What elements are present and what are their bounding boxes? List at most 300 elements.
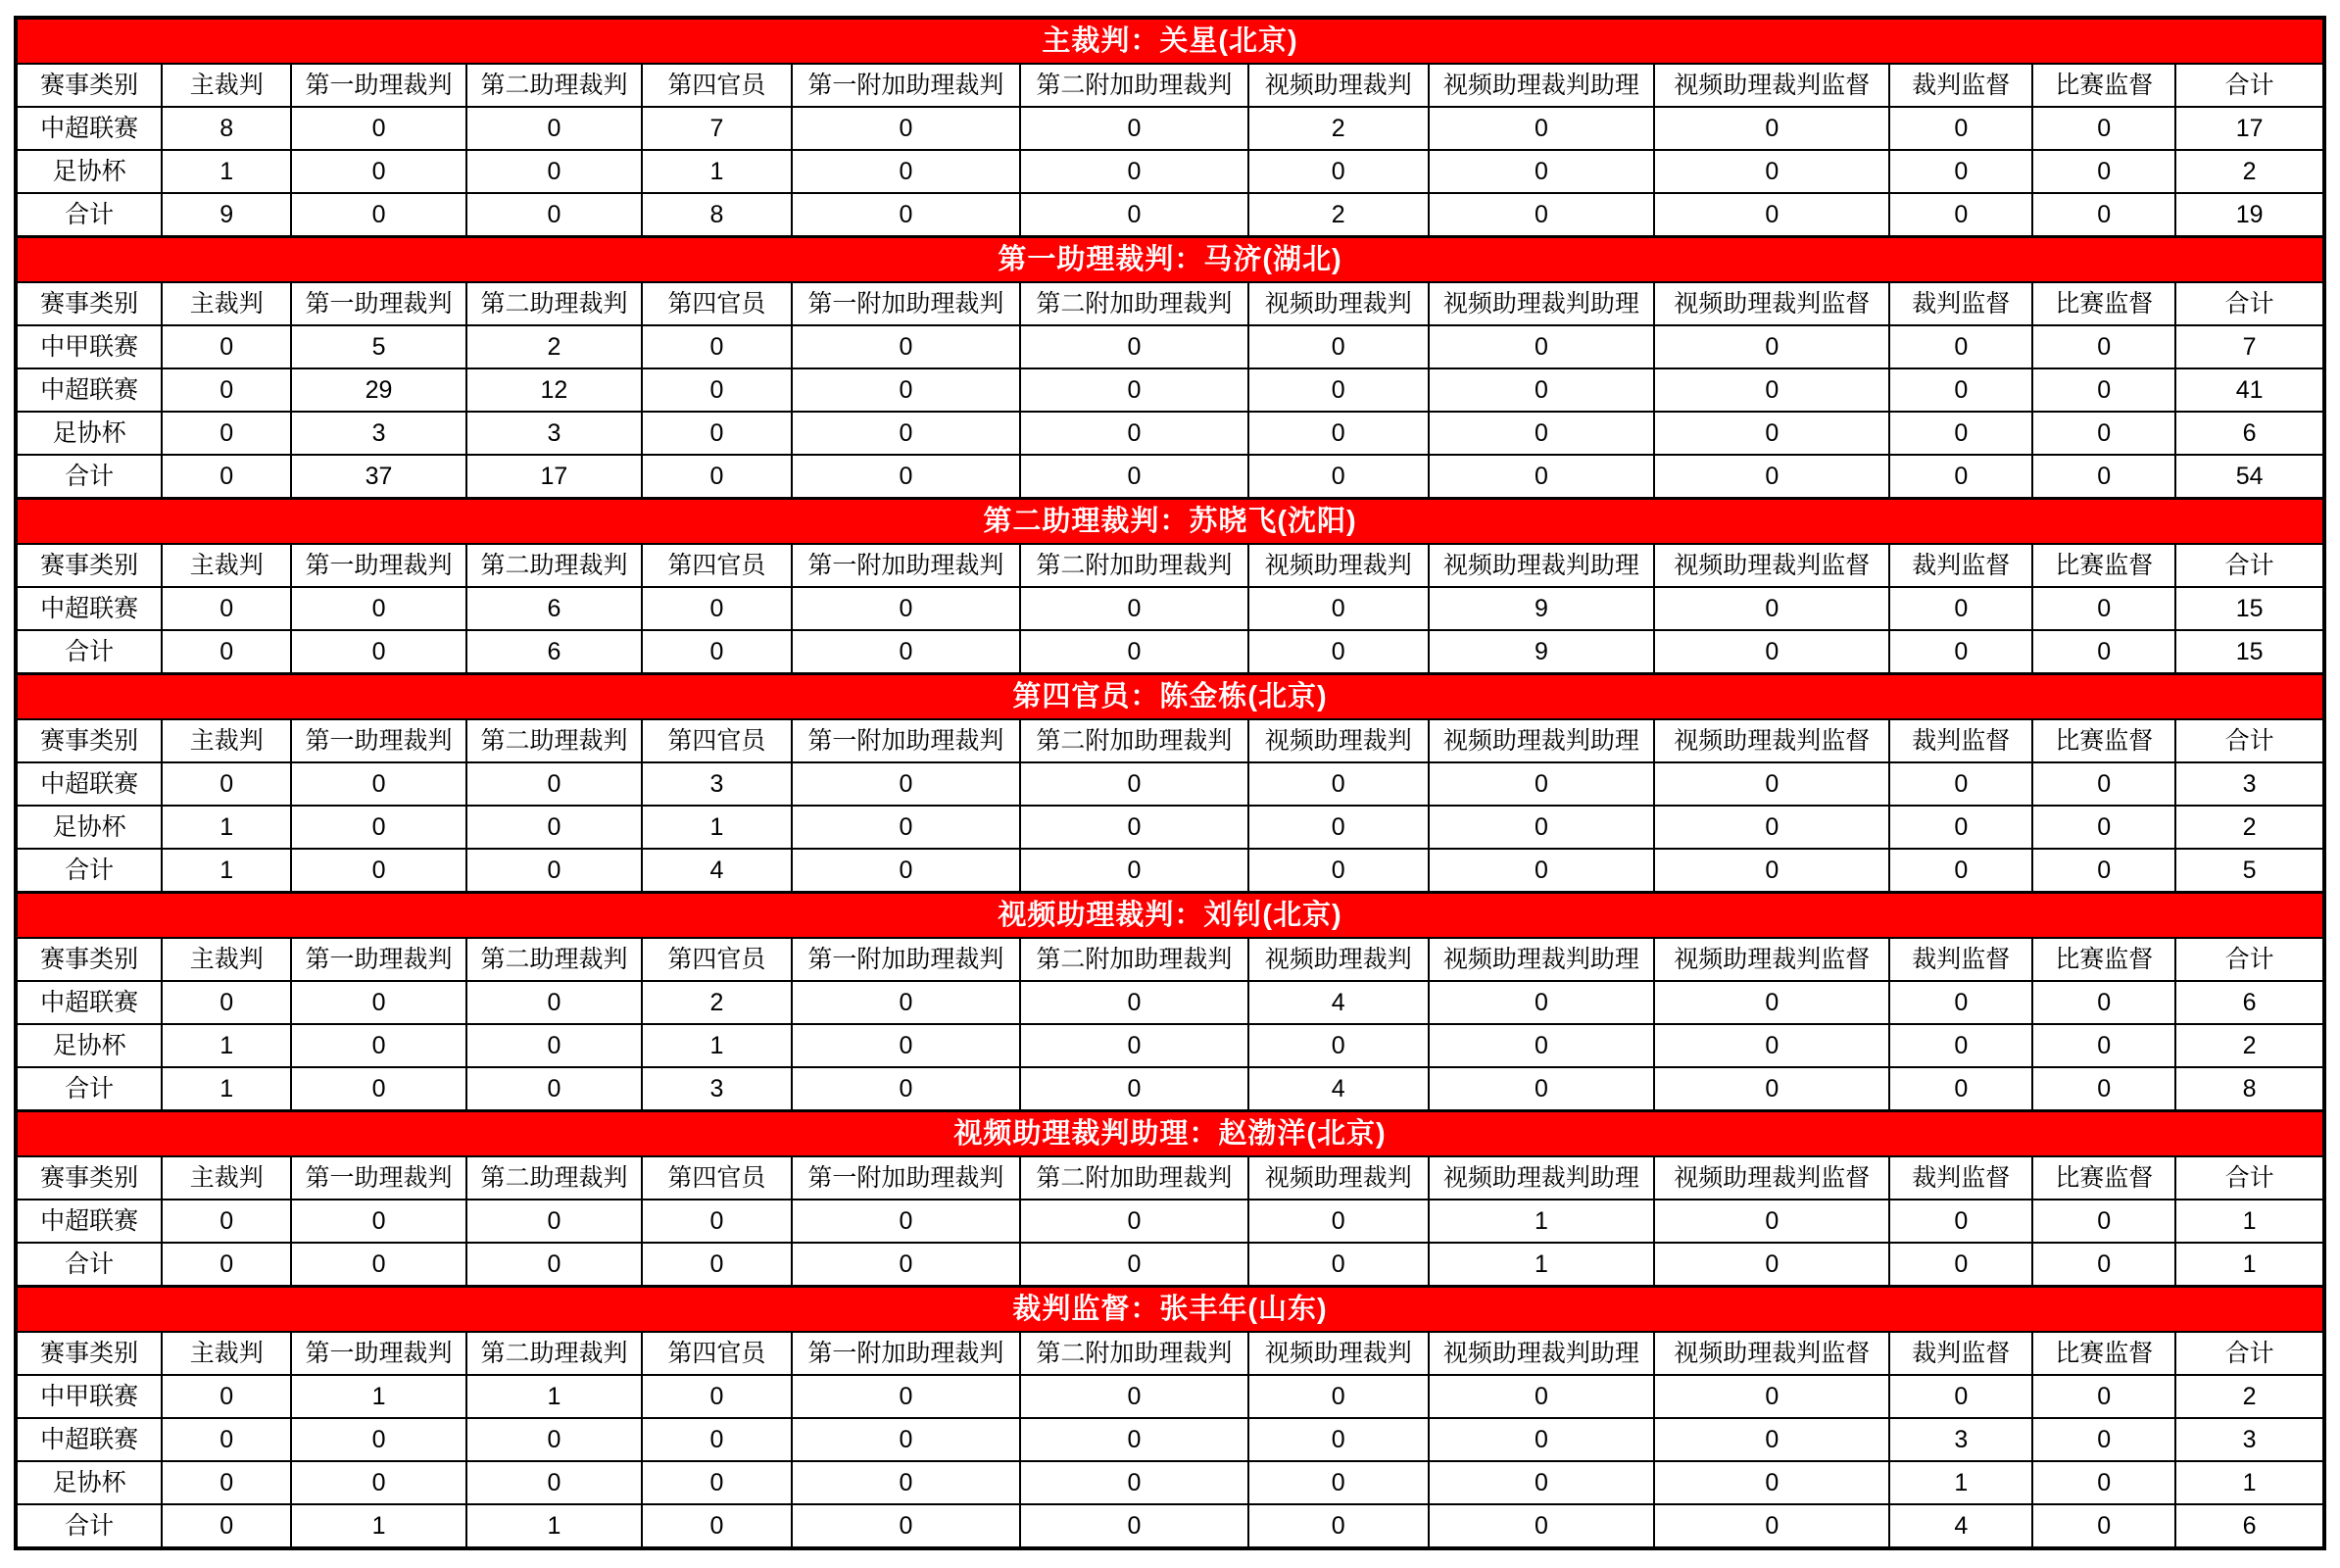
column-header-cell: 第四官员 bbox=[642, 544, 792, 587]
value-cell: 0 bbox=[642, 325, 792, 368]
value-cell: 0 bbox=[1020, 587, 1248, 630]
value-cell: 0 bbox=[1248, 1461, 1429, 1504]
data-row bbox=[17, 1200, 2323, 1243]
value-cell: 0 bbox=[162, 1200, 291, 1243]
value-cell: 4 bbox=[1248, 981, 1429, 1024]
column-header-cell: 视频助理裁判监督 bbox=[1654, 1332, 1889, 1375]
value-cell: 0 bbox=[642, 1418, 792, 1461]
value-cell: 0 bbox=[2032, 587, 2175, 630]
row-label-cell: 足协杯 bbox=[17, 1461, 162, 1504]
row-label-cell: 合计 bbox=[17, 630, 162, 673]
value-cell: 1 bbox=[2175, 1200, 2323, 1243]
value-cell: 0 bbox=[1889, 150, 2032, 193]
value-cell: 0 bbox=[291, 806, 466, 849]
value-cell: 0 bbox=[1889, 1067, 2032, 1110]
column-header-cell: 第二助理裁判 bbox=[466, 938, 642, 981]
value-cell: 0 bbox=[1889, 1375, 2032, 1418]
value-cell: 0 bbox=[1654, 107, 1889, 150]
value-cell: 0 bbox=[1654, 455, 1889, 498]
column-header-cell: 视频助理裁判助理 bbox=[1429, 938, 1655, 981]
value-cell: 0 bbox=[792, 1024, 1020, 1067]
column-header-cell: 第四官员 bbox=[642, 282, 792, 325]
column-header-cell: 第一附加助理裁判 bbox=[792, 282, 1020, 325]
value-cell: 0 bbox=[1889, 368, 2032, 412]
value-cell: 0 bbox=[1248, 1024, 1429, 1067]
value-cell: 17 bbox=[2175, 107, 2323, 150]
value-cell: 6 bbox=[466, 587, 642, 630]
value-cell: 0 bbox=[162, 762, 291, 806]
value-cell: 1 bbox=[466, 1375, 642, 1418]
data-row bbox=[17, 1461, 2323, 1504]
value-cell: 0 bbox=[1020, 1243, 1248, 1286]
section-table bbox=[16, 236, 2324, 499]
value-cell: 8 bbox=[2175, 1067, 2323, 1110]
value-cell: 2 bbox=[2175, 1375, 2323, 1418]
column-header-cell: 视频助理裁判 bbox=[1248, 544, 1429, 587]
column-header-cell: 第二助理裁判 bbox=[466, 544, 642, 587]
value-cell: 19 bbox=[2175, 193, 2323, 236]
value-cell: 7 bbox=[642, 107, 792, 150]
value-cell: 0 bbox=[162, 587, 291, 630]
row-label-cell: 合计 bbox=[17, 193, 162, 236]
value-cell: 0 bbox=[1020, 1375, 1248, 1418]
column-header-cell: 第二助理裁判 bbox=[466, 719, 642, 762]
value-cell: 0 bbox=[466, 150, 642, 193]
column-header-cell: 比赛监督 bbox=[2032, 938, 2175, 981]
column-header-cell: 裁判监督 bbox=[1889, 719, 2032, 762]
value-cell: 2 bbox=[2175, 806, 2323, 849]
value-cell: 0 bbox=[792, 325, 1020, 368]
row-label-cell: 合计 bbox=[17, 455, 162, 498]
value-cell: 0 bbox=[2032, 806, 2175, 849]
value-cell: 0 bbox=[1429, 981, 1655, 1024]
value-cell: 0 bbox=[1020, 325, 1248, 368]
value-cell: 1 bbox=[162, 849, 291, 892]
section-table bbox=[16, 1286, 2324, 1548]
value-cell: 0 bbox=[792, 1504, 1020, 1547]
value-cell: 0 bbox=[291, 1243, 466, 1286]
value-cell: 4 bbox=[642, 849, 792, 892]
value-cell: 0 bbox=[1020, 150, 1248, 193]
value-cell: 1 bbox=[642, 806, 792, 849]
value-cell: 0 bbox=[162, 455, 291, 498]
value-cell: 0 bbox=[1654, 1375, 1889, 1418]
value-cell: 0 bbox=[1020, 412, 1248, 455]
row-label-cell: 足协杯 bbox=[17, 412, 162, 455]
value-cell: 0 bbox=[1429, 849, 1655, 892]
value-cell: 0 bbox=[1654, 1243, 1889, 1286]
value-cell: 2 bbox=[2175, 1024, 2323, 1067]
value-cell: 0 bbox=[1429, 762, 1655, 806]
value-cell: 9 bbox=[162, 193, 291, 236]
value-cell: 0 bbox=[792, 412, 1020, 455]
value-cell: 0 bbox=[162, 981, 291, 1024]
column-header-cell: 合计 bbox=[2175, 64, 2323, 107]
column-header-cell: 赛事类别 bbox=[17, 938, 162, 981]
value-cell: 0 bbox=[792, 1418, 1020, 1461]
section-table bbox=[16, 498, 2324, 674]
column-header-cell: 视频助理裁判助理 bbox=[1429, 1332, 1655, 1375]
value-cell: 0 bbox=[2032, 762, 2175, 806]
value-cell: 0 bbox=[1889, 412, 2032, 455]
value-cell: 1 bbox=[642, 150, 792, 193]
value-cell: 0 bbox=[2032, 1024, 2175, 1067]
value-cell: 3 bbox=[291, 412, 466, 455]
value-cell: 0 bbox=[1654, 849, 1889, 892]
value-cell: 0 bbox=[642, 587, 792, 630]
row-label-cell: 合计 bbox=[17, 1504, 162, 1547]
value-cell: 1 bbox=[291, 1504, 466, 1547]
section-table bbox=[16, 1110, 2324, 1287]
section-banner-row bbox=[17, 19, 2323, 64]
value-cell: 0 bbox=[1654, 981, 1889, 1024]
value-cell: 0 bbox=[1889, 1243, 2032, 1286]
value-cell: 0 bbox=[642, 368, 792, 412]
value-cell: 1 bbox=[1889, 1461, 2032, 1504]
value-cell: 0 bbox=[2032, 981, 2175, 1024]
column-header-cell: 第二助理裁判 bbox=[466, 64, 642, 107]
value-cell: 0 bbox=[2032, 1418, 2175, 1461]
value-cell: 0 bbox=[162, 412, 291, 455]
row-label-cell: 中超联赛 bbox=[17, 981, 162, 1024]
section-banner-title: 视频助理裁判助理：赵渤洋(北京) bbox=[17, 1111, 2323, 1156]
row-label-cell: 中超联赛 bbox=[17, 587, 162, 630]
value-cell: 0 bbox=[466, 762, 642, 806]
column-header-cell: 主裁判 bbox=[162, 719, 291, 762]
column-header-row bbox=[17, 1332, 2323, 1375]
value-cell: 0 bbox=[1654, 1461, 1889, 1504]
value-cell: 0 bbox=[1429, 1418, 1655, 1461]
value-cell: 0 bbox=[1429, 1461, 1655, 1504]
row-label-cell: 中甲联赛 bbox=[17, 325, 162, 368]
section-banner-row bbox=[17, 499, 2323, 544]
column-header-cell: 第四官员 bbox=[642, 1156, 792, 1200]
value-cell: 0 bbox=[792, 587, 1020, 630]
value-cell: 2 bbox=[466, 325, 642, 368]
value-cell: 0 bbox=[291, 630, 466, 673]
column-header-cell: 第二助理裁判 bbox=[466, 1332, 642, 1375]
column-header-cell: 第一助理裁判 bbox=[291, 719, 466, 762]
section-banner-title: 视频助理裁判：刘钊(北京) bbox=[17, 893, 2323, 938]
column-header-cell: 合计 bbox=[2175, 938, 2323, 981]
value-cell: 8 bbox=[162, 107, 291, 150]
section-banner-title: 裁判监督：张丰年(山东) bbox=[17, 1287, 2323, 1332]
value-cell: 0 bbox=[2032, 1504, 2175, 1547]
value-cell: 0 bbox=[1889, 193, 2032, 236]
value-cell: 0 bbox=[1889, 849, 2032, 892]
value-cell: 0 bbox=[162, 325, 291, 368]
value-cell: 0 bbox=[1248, 412, 1429, 455]
column-header-cell: 第二助理裁判 bbox=[466, 282, 642, 325]
column-header-cell: 裁判监督 bbox=[1889, 1332, 2032, 1375]
value-cell: 1 bbox=[162, 1024, 291, 1067]
section-table bbox=[16, 892, 2324, 1111]
value-cell: 0 bbox=[642, 1504, 792, 1547]
value-cell: 3 bbox=[642, 762, 792, 806]
value-cell: 0 bbox=[792, 150, 1020, 193]
value-cell: 0 bbox=[1248, 849, 1429, 892]
column-header-cell: 视频助理裁判监督 bbox=[1654, 938, 1889, 981]
value-cell: 0 bbox=[291, 1461, 466, 1504]
row-label-cell: 中甲联赛 bbox=[17, 1375, 162, 1418]
value-cell: 0 bbox=[291, 1418, 466, 1461]
column-header-row bbox=[17, 282, 2323, 325]
column-header-cell: 赛事类别 bbox=[17, 1332, 162, 1375]
value-cell: 1 bbox=[162, 1067, 291, 1110]
value-cell: 0 bbox=[291, 762, 466, 806]
value-cell: 0 bbox=[291, 1024, 466, 1067]
value-cell: 5 bbox=[291, 325, 466, 368]
value-cell: 8 bbox=[642, 193, 792, 236]
column-header-cell: 裁判监督 bbox=[1889, 1156, 2032, 1200]
value-cell: 0 bbox=[1248, 806, 1429, 849]
value-cell: 0 bbox=[1020, 1418, 1248, 1461]
column-header-cell: 第一附加助理裁判 bbox=[792, 719, 1020, 762]
row-label-cell: 足协杯 bbox=[17, 806, 162, 849]
column-header-cell: 视频助理裁判助理 bbox=[1429, 64, 1655, 107]
section-banner-title: 第四官员：陈金栋(北京) bbox=[17, 674, 2323, 719]
value-cell: 0 bbox=[2032, 412, 2175, 455]
value-cell: 0 bbox=[2032, 150, 2175, 193]
value-cell: 29 bbox=[291, 368, 466, 412]
column-header-cell: 比赛监督 bbox=[2032, 64, 2175, 107]
value-cell: 0 bbox=[792, 849, 1020, 892]
value-cell: 0 bbox=[1020, 981, 1248, 1024]
column-header-cell: 主裁判 bbox=[162, 64, 291, 107]
value-cell: 54 bbox=[2175, 455, 2323, 498]
column-header-cell: 视频助理裁判助理 bbox=[1429, 282, 1655, 325]
value-cell: 0 bbox=[1889, 455, 2032, 498]
value-cell: 0 bbox=[466, 806, 642, 849]
value-cell: 0 bbox=[1020, 455, 1248, 498]
value-cell: 0 bbox=[1654, 193, 1889, 236]
value-cell: 0 bbox=[642, 1200, 792, 1243]
value-cell: 1 bbox=[466, 1504, 642, 1547]
value-cell: 0 bbox=[642, 455, 792, 498]
column-header-cell: 比赛监督 bbox=[2032, 1156, 2175, 1200]
column-header-cell: 比赛监督 bbox=[2032, 282, 2175, 325]
value-cell: 0 bbox=[1248, 1375, 1429, 1418]
value-cell: 0 bbox=[1654, 150, 1889, 193]
data-row bbox=[17, 1067, 2323, 1110]
value-cell: 0 bbox=[162, 1504, 291, 1547]
column-header-cell: 第二附加助理裁判 bbox=[1020, 282, 1248, 325]
value-cell: 0 bbox=[1654, 1504, 1889, 1547]
value-cell: 0 bbox=[1889, 107, 2032, 150]
row-label-cell: 中超联赛 bbox=[17, 1418, 162, 1461]
column-header-cell: 第二附加助理裁判 bbox=[1020, 938, 1248, 981]
data-row bbox=[17, 1504, 2323, 1547]
value-cell: 2 bbox=[642, 981, 792, 1024]
value-cell: 1 bbox=[642, 1024, 792, 1067]
value-cell: 0 bbox=[466, 1067, 642, 1110]
value-cell: 0 bbox=[2032, 630, 2175, 673]
column-header-cell: 第一附加助理裁判 bbox=[792, 64, 1020, 107]
value-cell: 0 bbox=[1654, 806, 1889, 849]
value-cell: 0 bbox=[792, 762, 1020, 806]
section-banner-row bbox=[17, 893, 2323, 938]
value-cell: 0 bbox=[1020, 1067, 1248, 1110]
column-header-cell: 主裁判 bbox=[162, 1332, 291, 1375]
section-banner-title: 第一助理裁判：马济(湖北) bbox=[17, 237, 2323, 282]
value-cell: 0 bbox=[1889, 806, 2032, 849]
value-cell: 0 bbox=[1429, 1375, 1655, 1418]
value-cell: 0 bbox=[1654, 587, 1889, 630]
value-cell: 6 bbox=[2175, 412, 2323, 455]
value-cell: 0 bbox=[1889, 630, 2032, 673]
value-cell: 0 bbox=[642, 1375, 792, 1418]
value-cell: 0 bbox=[1889, 587, 2032, 630]
data-row bbox=[17, 193, 2323, 236]
section-banner-row bbox=[17, 1111, 2323, 1156]
column-header-cell: 第一助理裁判 bbox=[291, 282, 466, 325]
column-header-cell: 主裁判 bbox=[162, 938, 291, 981]
value-cell: 15 bbox=[2175, 630, 2323, 673]
data-row bbox=[17, 1418, 2323, 1461]
value-cell: 17 bbox=[466, 455, 642, 498]
value-cell: 0 bbox=[1248, 150, 1429, 193]
value-cell: 0 bbox=[466, 1200, 642, 1243]
column-header-row bbox=[17, 719, 2323, 762]
value-cell: 0 bbox=[1654, 325, 1889, 368]
value-cell: 0 bbox=[1248, 762, 1429, 806]
row-label-cell: 中超联赛 bbox=[17, 1200, 162, 1243]
value-cell: 6 bbox=[2175, 981, 2323, 1024]
column-header-row bbox=[17, 64, 2323, 107]
value-cell: 0 bbox=[162, 1418, 291, 1461]
value-cell: 0 bbox=[1429, 412, 1655, 455]
value-cell: 0 bbox=[1020, 193, 1248, 236]
value-cell: 0 bbox=[1889, 981, 2032, 1024]
value-cell: 0 bbox=[466, 1418, 642, 1461]
value-cell: 3 bbox=[2175, 762, 2323, 806]
value-cell: 0 bbox=[291, 193, 466, 236]
column-header-cell: 第四官员 bbox=[642, 1332, 792, 1375]
value-cell: 0 bbox=[1248, 455, 1429, 498]
column-header-cell: 主裁判 bbox=[162, 544, 291, 587]
data-row bbox=[17, 325, 2323, 368]
value-cell: 0 bbox=[1429, 368, 1655, 412]
value-cell: 2 bbox=[2175, 150, 2323, 193]
value-cell: 0 bbox=[466, 1243, 642, 1286]
value-cell: 9 bbox=[1429, 587, 1655, 630]
data-row bbox=[17, 107, 2323, 150]
value-cell: 0 bbox=[2032, 368, 2175, 412]
column-header-cell: 第一附加助理裁判 bbox=[792, 1156, 1020, 1200]
data-row bbox=[17, 412, 2323, 455]
column-header-cell: 比赛监督 bbox=[2032, 719, 2175, 762]
value-cell: 0 bbox=[792, 368, 1020, 412]
data-row bbox=[17, 630, 2323, 673]
data-row bbox=[17, 981, 2323, 1024]
value-cell: 1 bbox=[2175, 1243, 2323, 1286]
column-header-cell: 合计 bbox=[2175, 544, 2323, 587]
column-header-cell: 第四官员 bbox=[642, 64, 792, 107]
value-cell: 6 bbox=[2175, 1504, 2323, 1547]
value-cell: 0 bbox=[1429, 1504, 1655, 1547]
value-cell: 0 bbox=[1248, 587, 1429, 630]
value-cell: 0 bbox=[1654, 1418, 1889, 1461]
value-cell: 0 bbox=[2032, 1461, 2175, 1504]
column-header-cell: 视频助理裁判监督 bbox=[1654, 282, 1889, 325]
column-header-cell: 视频助理裁判监督 bbox=[1654, 64, 1889, 107]
value-cell: 5 bbox=[2175, 849, 2323, 892]
value-cell: 0 bbox=[2032, 193, 2175, 236]
value-cell: 0 bbox=[1020, 1504, 1248, 1547]
column-header-cell: 视频助理裁判 bbox=[1248, 282, 1429, 325]
value-cell: 0 bbox=[1248, 1243, 1429, 1286]
value-cell: 0 bbox=[642, 1461, 792, 1504]
value-cell: 9 bbox=[1429, 630, 1655, 673]
section-banner-row bbox=[17, 674, 2323, 719]
column-header-cell: 赛事类别 bbox=[17, 1156, 162, 1200]
value-cell: 1 bbox=[162, 150, 291, 193]
column-header-cell: 第二附加助理裁判 bbox=[1020, 1332, 1248, 1375]
value-cell: 0 bbox=[1248, 630, 1429, 673]
value-cell: 0 bbox=[1654, 1024, 1889, 1067]
column-header-cell: 视频助理裁判 bbox=[1248, 719, 1429, 762]
row-label-cell: 合计 bbox=[17, 1067, 162, 1110]
value-cell: 0 bbox=[466, 1024, 642, 1067]
referee-statistics-report bbox=[14, 16, 2326, 1550]
value-cell: 0 bbox=[2032, 1243, 2175, 1286]
value-cell: 1 bbox=[2175, 1461, 2323, 1504]
value-cell: 0 bbox=[162, 630, 291, 673]
value-cell: 0 bbox=[2032, 1067, 2175, 1110]
value-cell: 0 bbox=[1020, 368, 1248, 412]
section-banner-row bbox=[17, 237, 2323, 282]
column-header-cell: 视频助理裁判监督 bbox=[1654, 544, 1889, 587]
value-cell: 0 bbox=[792, 1243, 1020, 1286]
value-cell: 0 bbox=[291, 849, 466, 892]
data-row bbox=[17, 587, 2323, 630]
value-cell: 0 bbox=[1429, 1024, 1655, 1067]
value-cell: 0 bbox=[1020, 1024, 1248, 1067]
value-cell: 4 bbox=[1248, 1067, 1429, 1110]
column-header-cell: 第二附加助理裁判 bbox=[1020, 64, 1248, 107]
column-header-cell: 赛事类别 bbox=[17, 719, 162, 762]
value-cell: 2 bbox=[1248, 193, 1429, 236]
column-header-cell: 比赛监督 bbox=[2032, 1332, 2175, 1375]
row-label-cell: 中超联赛 bbox=[17, 762, 162, 806]
column-header-cell: 第四官员 bbox=[642, 938, 792, 981]
value-cell: 0 bbox=[1020, 849, 1248, 892]
column-header-cell: 视频助理裁判 bbox=[1248, 1332, 1429, 1375]
value-cell: 0 bbox=[1020, 1461, 1248, 1504]
value-cell: 0 bbox=[792, 806, 1020, 849]
value-cell: 3 bbox=[1889, 1418, 2032, 1461]
value-cell: 0 bbox=[1429, 806, 1655, 849]
value-cell: 0 bbox=[1429, 455, 1655, 498]
value-cell: 0 bbox=[1248, 1504, 1429, 1547]
value-cell: 0 bbox=[1654, 1200, 1889, 1243]
column-header-cell: 视频助理裁判助理 bbox=[1429, 719, 1655, 762]
data-row bbox=[17, 150, 2323, 193]
value-cell: 0 bbox=[1654, 412, 1889, 455]
column-header-cell: 第一附加助理裁判 bbox=[792, 544, 1020, 587]
column-header-cell: 第二助理裁判 bbox=[466, 1156, 642, 1200]
column-header-cell: 合计 bbox=[2175, 282, 2323, 325]
value-cell: 7 bbox=[2175, 325, 2323, 368]
column-header-cell: 第一助理裁判 bbox=[291, 1332, 466, 1375]
value-cell: 0 bbox=[466, 849, 642, 892]
value-cell: 0 bbox=[2032, 325, 2175, 368]
row-label-cell: 合计 bbox=[17, 849, 162, 892]
value-cell: 0 bbox=[642, 1243, 792, 1286]
value-cell: 0 bbox=[642, 412, 792, 455]
column-header-cell: 赛事类别 bbox=[17, 282, 162, 325]
column-header-cell: 主裁判 bbox=[162, 282, 291, 325]
